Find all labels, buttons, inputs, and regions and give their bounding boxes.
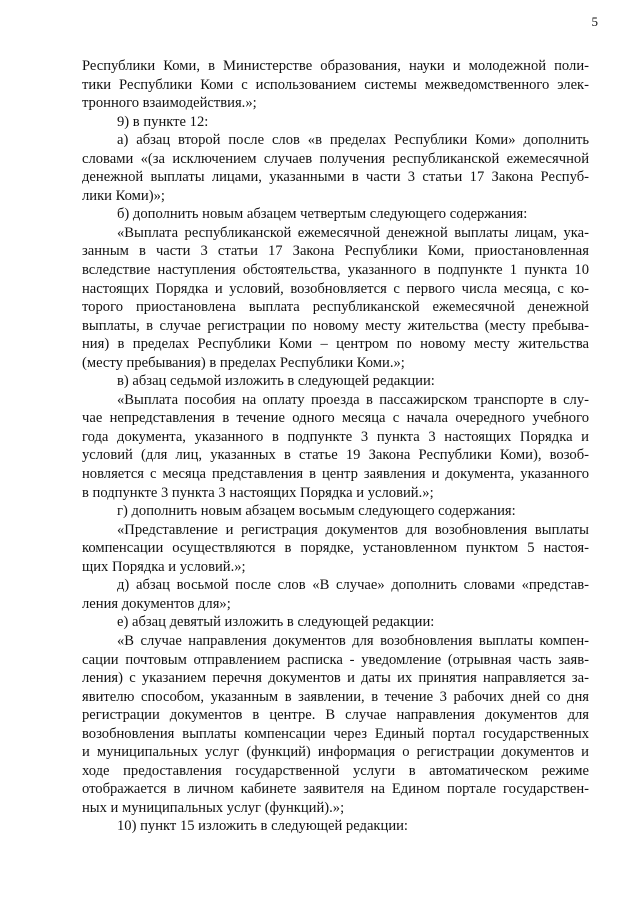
text-line: выплаты, в случае регистрации по новому месту жительства (месту пребыва- — [82, 317, 589, 334]
text-line: «Выплата пособия на оплату проезда в пассажирском транспорте в слу- — [117, 391, 589, 408]
text-line: года документа, указанного в подпункте 3 пункта 3 настоящих Порядка и — [82, 428, 589, 445]
text-line: ления) с указанием перечня документов и даты их принятия направляется за- — [82, 670, 589, 687]
text-line: тронного взаимодействия.»; — [82, 95, 257, 112]
text-line: б) дополнить новым абзацем четвертым следующего содержания: — [117, 206, 528, 223]
page-number: 5 — [591, 14, 598, 29]
text-line: чае непредставления в течение одного месяца с начала очередного учебного — [82, 410, 589, 427]
text-line: ходе предоставления государственной услуги в автоматическом режиме — [82, 762, 589, 779]
text-line: сации почтовым отправлением расписка - уведомление (отрывная часть заяв- — [82, 651, 589, 668]
text-line: в) абзац седьмой изложить в следующей редакции: — [117, 373, 435, 390]
text-line: (месту пребывания) в пределах Республики Коми.»; — [82, 354, 405, 371]
text-line: возобновления выплаты компенсации через Единый портал государственных — [82, 725, 589, 742]
text-line: «Выплата республиканской ежемесячной денежной выплаты лицам, ука- — [117, 224, 589, 241]
text-line: 10) пункт 15 изложить в следующей редакции: — [117, 818, 408, 835]
text-line: д) абзац восьмой после слов «В случае» дополнить словами «представ- — [117, 577, 589, 594]
text-line: вследствие наступления обстоятельства, указанного в подпункте 1 пункта 10 — [82, 262, 589, 279]
text-line: ния) в пределах Республики Коми – центром по новому месту жительства — [82, 336, 589, 353]
text-line: е) абзац девятый изложить в следующей редакции: — [117, 614, 435, 631]
text-line: 9) в пункте 12: — [117, 113, 209, 130]
text-line: новляется с месяца представления в центр заявления и документа, указанного — [82, 466, 589, 483]
document-body — [82, 57, 589, 836]
text-line: ления документов для»; — [82, 595, 231, 612]
text-line: щих Порядка и условий.»; — [82, 558, 246, 575]
text-line: а) абзац второй после слов «в пределах Республики Коми» дополнить — [117, 132, 589, 149]
text-line: «Представление и регистрация документов для возобновления выплаты — [117, 521, 589, 538]
text-line: денежной выплаты лицами, указанными в части 3 статьи 17 Закона Респуб- — [82, 169, 589, 186]
text-line: в подпункте 3 пункта 3 настоящих Порядка и условий.»; — [82, 484, 434, 501]
text-line: отображается в личном кабинете заявителя на Едином портале государствен- — [82, 781, 589, 798]
text-line: г) дополнить новым абзацем восьмым следующего содержания: — [117, 503, 516, 520]
text-line: ных и муниципальных услуг (функций).»; — [82, 799, 345, 816]
text-line: торого приостановлена выплата республиканской ежемесячной денежной — [82, 299, 589, 316]
text-line: словами «(за исключением случаев получения республиканской ежемесячной — [82, 150, 589, 167]
text-line: занным в части 3 статьи 17 Закона Республики Коми, приостановленная — [82, 243, 589, 260]
text-line: условий (для лиц, указанных в статье 19 Закона Республики Коми), возоб- — [82, 447, 589, 464]
text-line: тики Республики Коми с использованием системы межведомственного элек- — [82, 76, 589, 93]
text-line: компенсации осуществляются в порядке, установленном пунктом 5 настоя- — [82, 540, 589, 557]
text-line: Республики Коми, в Министерстве образования, науки и молодежной поли- — [82, 58, 589, 74]
text-line: регистрации документов в центре. В случае направления документов для — [82, 707, 589, 724]
text-line: «В случае направления документов для возобновления выплаты компен- — [117, 632, 589, 649]
text-line: лики Коми)»; — [82, 187, 165, 204]
text-line: и муниципальных услуг (функций) информация о регистрации документов и — [82, 744, 589, 761]
text-line: явителю способом, указанным в заявлении, в течение 3 рабочих дней со дня — [82, 688, 589, 705]
text-line: настоящих Порядка и условий, возобновляется с первого числа месяца, с ко- — [82, 280, 589, 297]
